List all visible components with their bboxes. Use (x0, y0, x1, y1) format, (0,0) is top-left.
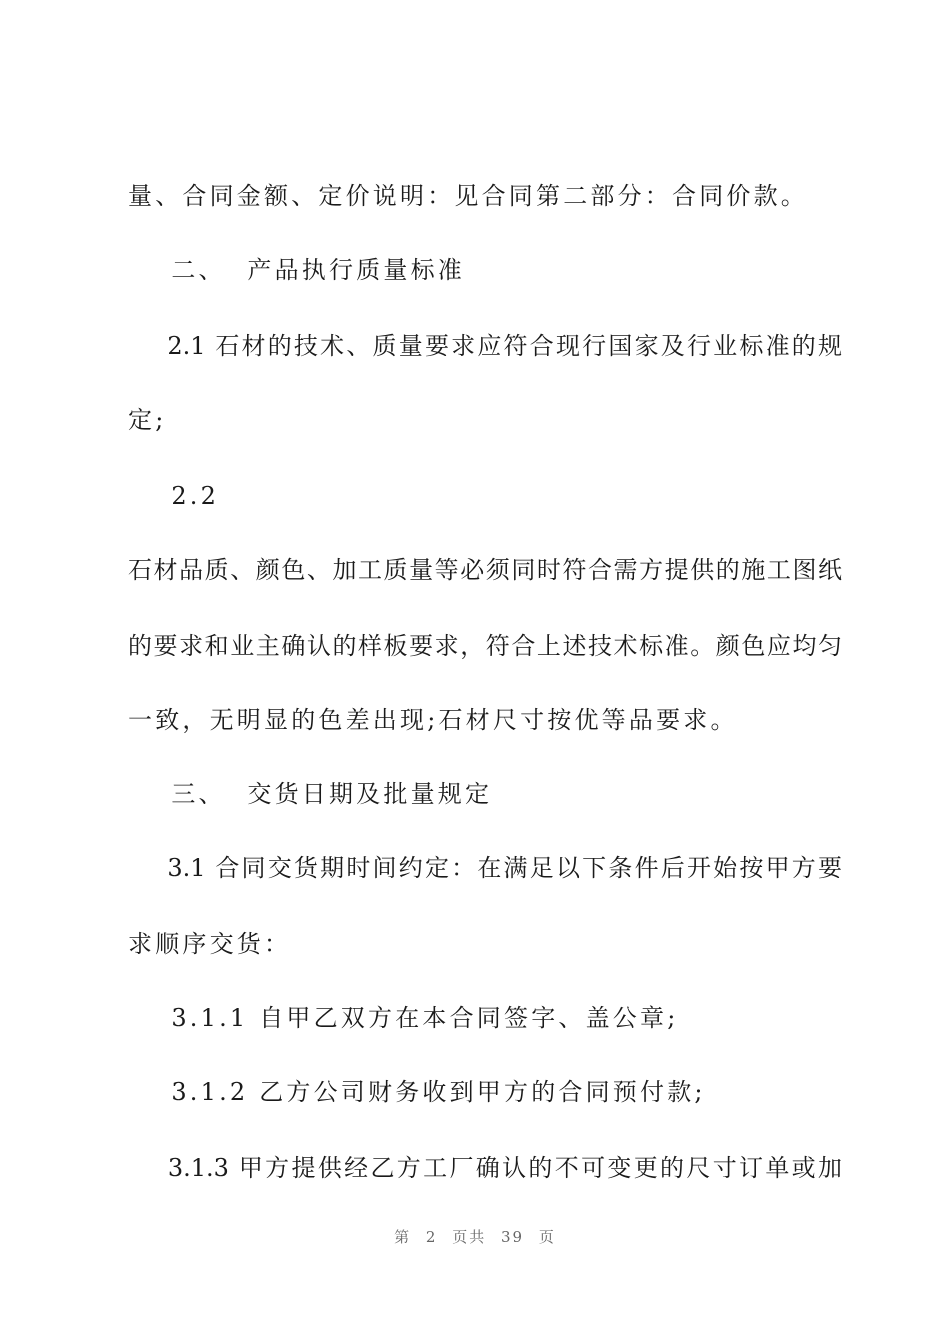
text-line-2-2: 2.2 (128, 482, 220, 510)
text-line-2-1: 2.1 石材的技术、质量要求应符合现行国家及行业标准的规 (128, 332, 842, 360)
text-line-2-2-body-2: 的要求和业主确认的样板要求，符合上述技术标准。颜色应均匀 (128, 632, 842, 660)
text-line-3-1: 3.1 合同交货期时间约定：在满足以下条件后开始按甲方要 (128, 854, 842, 882)
text-line-3-1-3: 3.1.3 甲方提供经乙方工厂确认的不可变更的尺寸订单或加 (128, 1154, 842, 1182)
section-heading-2: 二、 产品执行质量标准 (128, 256, 465, 284)
text-line-2-2-body-1: 石材品质、颜色、加工质量等必须同时符合需方提供的施工图纸 (128, 556, 842, 584)
text-line-2-2-body-3: 一致，无明显的色差出现;石材尺寸按优等品要求。 (128, 706, 738, 734)
page-number-footer: 第 2 页共 39 页 (394, 1228, 556, 1246)
text-line-3-1-2: 3.1.2 乙方公司财务收到甲方的合同预付款; (128, 1078, 706, 1106)
section-heading-3: 三、 交货日期及批量规定 (128, 780, 493, 808)
text-line-3-1-cont: 求顺序交货： (128, 930, 292, 958)
text-line-2-1-cont: 定; (128, 406, 167, 434)
text-line-1: 量、合同金额、定价说明：见合同第二部分：合同价款。 (128, 182, 808, 210)
text-line-3-1-1: 3.1.1 自甲乙双方在本合同签字、盖公章; (128, 1004, 679, 1032)
